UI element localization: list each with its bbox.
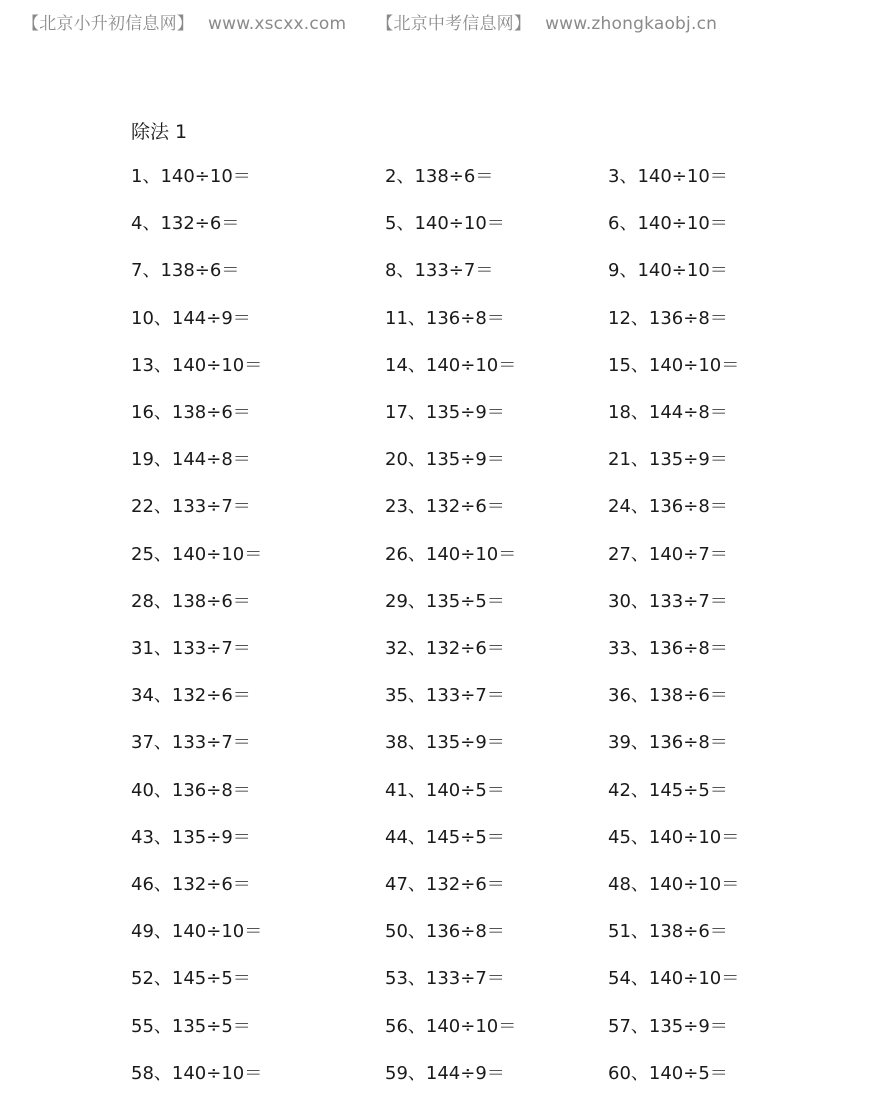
problem-item: 8、133÷7＝ [385, 260, 494, 282]
problem-item: 44、145÷5＝ [385, 826, 505, 848]
problem-item: 21、135÷9＝ [608, 449, 728, 471]
problem-item: 13、140÷10＝ [131, 354, 263, 376]
problem-item: 47、132÷6＝ [385, 874, 505, 895]
problem-item: 31、133÷7＝ [131, 638, 251, 659]
problem-item: 5、140÷10＝ [385, 213, 505, 235]
problem-item: 33、136÷8＝ [608, 638, 728, 659]
problem-item: 56、140÷10＝ [385, 1015, 517, 1037]
problem-item: 35、133÷7＝ [385, 685, 505, 707]
problem-item: 39、136÷8＝ [608, 732, 728, 754]
problem-item: 24、136÷8＝ [608, 496, 728, 518]
problem-item: 14、140÷10＝ [385, 354, 517, 376]
problem-item: 32、132÷6＝ [385, 638, 505, 659]
problem-item: 29、135÷5＝ [385, 590, 505, 612]
problem-item: 30、133÷7＝ [608, 590, 728, 612]
problem-item: 54、140÷10＝ [608, 968, 740, 990]
problem-item: 12、136÷8＝ [608, 307, 728, 329]
problem-item: 41、140÷5＝ [385, 779, 505, 801]
problem-item: 23、132÷6＝ [385, 496, 505, 518]
problem-item: 51、138÷6＝ [608, 921, 728, 943]
worksheet-title: 除法 1 [131, 121, 188, 143]
problem-item: 18、144÷8＝ [608, 402, 728, 423]
problem-item: 36、138÷6＝ [608, 685, 728, 707]
problem-item: 16、138÷6＝ [131, 402, 251, 423]
problem-item: 17、135÷9＝ [385, 402, 505, 423]
problem-item: 34、132÷6＝ [131, 685, 251, 707]
problem-item: 53、133÷7＝ [385, 968, 505, 990]
problem-item: 45、140÷10＝ [608, 826, 740, 848]
problem-item: 58、140÷10＝ [131, 1062, 263, 1084]
problem-item: 57、135÷9＝ [608, 1015, 728, 1037]
site1-url[interactable]: www.xscxx.com [208, 14, 347, 34]
problem-item: 48、140÷10＝ [608, 874, 740, 895]
problem-item: 7、138÷6＝ [131, 260, 240, 282]
site1-name: 【北京小升初信息网】 [22, 14, 194, 34]
problem-item: 22、133÷7＝ [131, 496, 251, 518]
problem-item: 50、136÷8＝ [385, 921, 505, 943]
problem-item: 46、132÷6＝ [131, 874, 251, 895]
problem-item: 27、140÷7＝ [608, 543, 728, 565]
problem-item: 38、135÷9＝ [385, 732, 505, 754]
problem-item: 59、144÷9＝ [385, 1062, 505, 1084]
problem-item: 60、140÷5＝ [608, 1062, 728, 1084]
problem-item: 10、144÷9＝ [131, 307, 251, 329]
site2-url[interactable]: www.zhongkaobj.cn [545, 14, 718, 34]
problem-item: 11、136÷8＝ [385, 307, 505, 329]
problem-item: 55、135÷5＝ [131, 1015, 251, 1037]
problem-item: 20、135÷9＝ [385, 449, 505, 471]
problem-item: 15、140÷10＝ [608, 354, 740, 376]
problem-item: 19、144÷8＝ [131, 449, 251, 471]
problem-item: 25、140÷10＝ [131, 543, 263, 565]
problem-item: 9、140÷10＝ [608, 260, 728, 282]
problem-item: 37、133÷7＝ [131, 732, 251, 754]
problem-item: 4、132÷6＝ [131, 213, 240, 235]
problem-item: 6、140÷10＝ [608, 213, 728, 235]
problem-item: 40、136÷8＝ [131, 779, 251, 801]
problem-item: 1、140÷10＝ [131, 166, 251, 187]
problem-item: 2、138÷6＝ [385, 166, 494, 187]
problem-item: 28、138÷6＝ [131, 590, 251, 612]
problem-item: 42、145÷5＝ [608, 779, 728, 801]
problem-item: 49、140÷10＝ [131, 921, 263, 943]
problem-item: 26、140÷10＝ [385, 543, 517, 565]
page-header [22, 9, 717, 34]
problem-item: 52、145÷5＝ [131, 968, 251, 990]
site2-name: 【北京中考信息网】 [376, 14, 532, 34]
problem-item: 43、135÷9＝ [131, 826, 251, 848]
problem-item: 3、140÷10＝ [608, 166, 728, 187]
